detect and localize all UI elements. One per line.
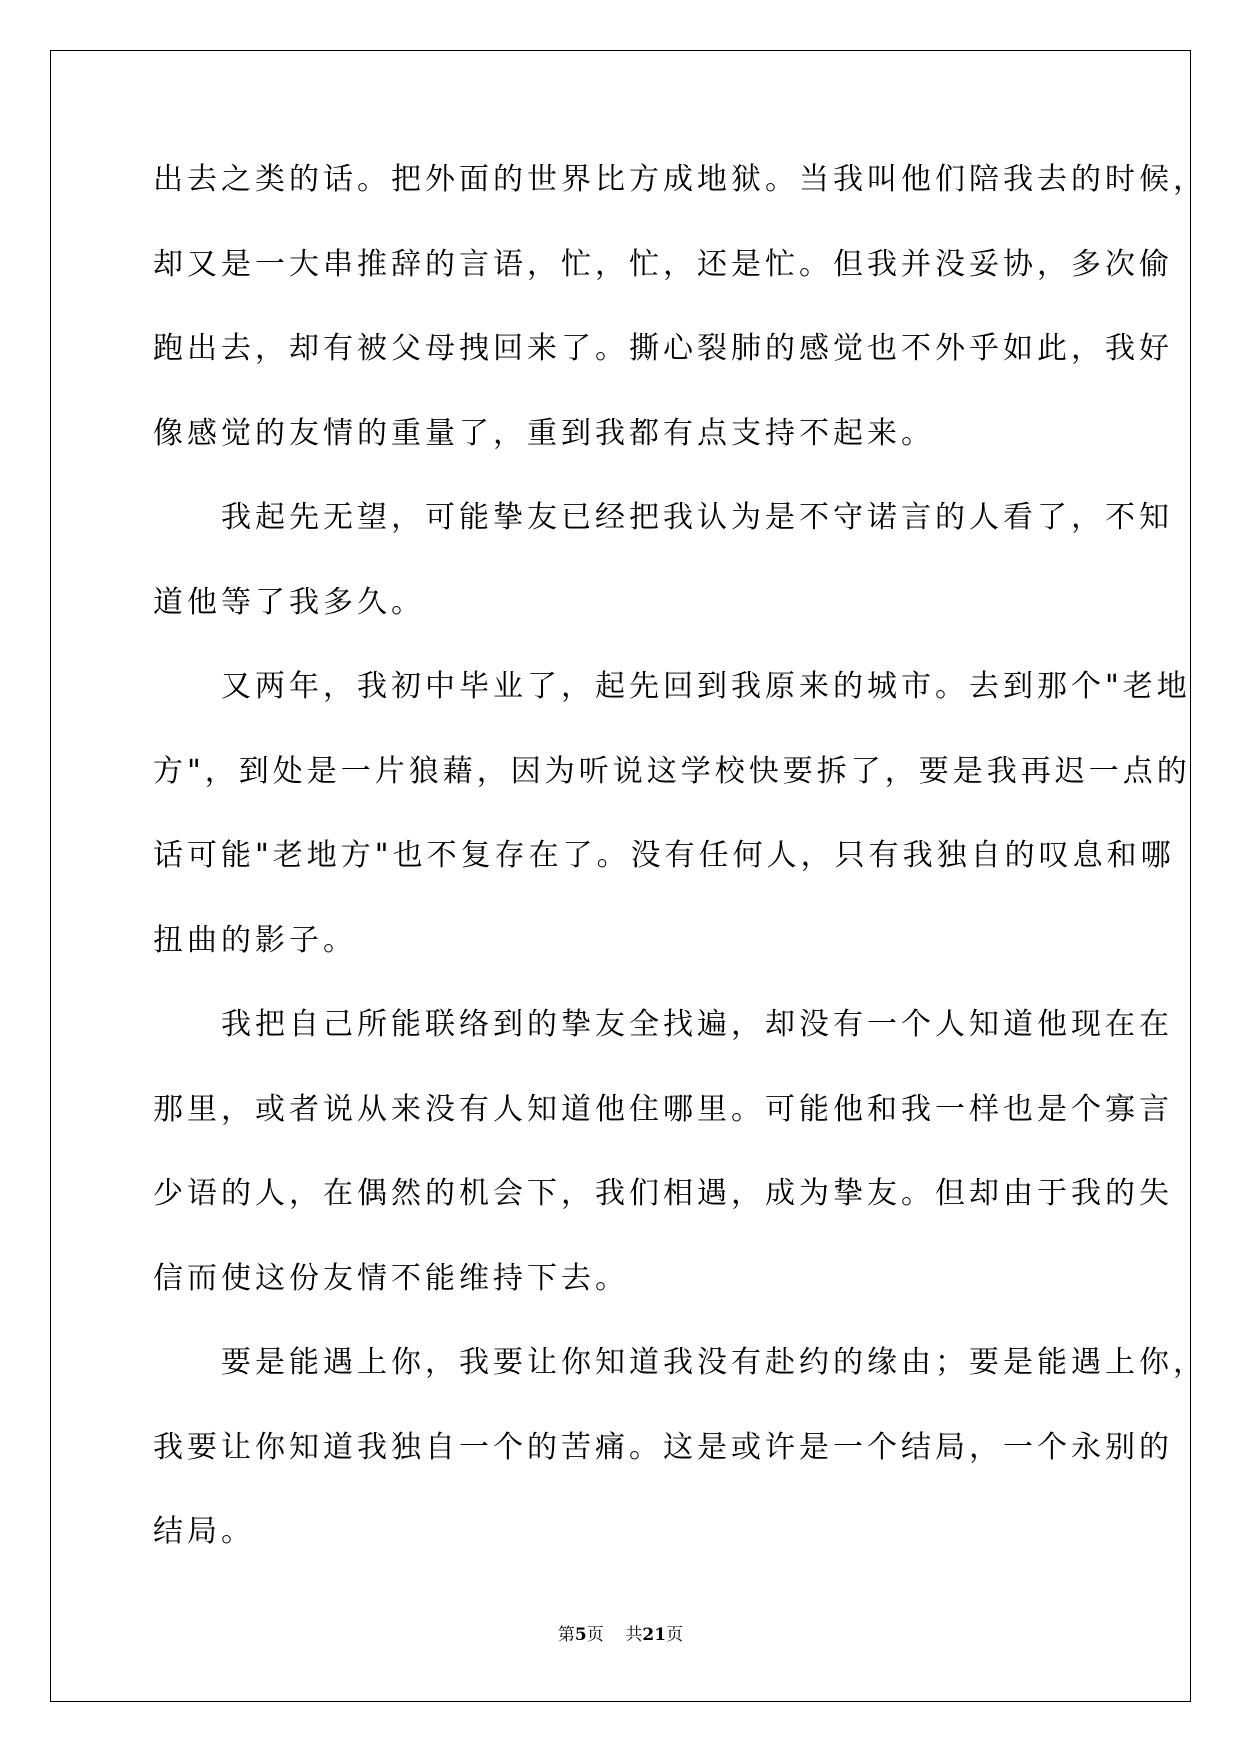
text-line: 信而使这份友情不能维持下去。 bbox=[153, 1260, 629, 1296]
paragraph bbox=[153, 667, 1191, 1005]
text-line: 道他等了我多久。 bbox=[153, 584, 425, 620]
text-line: 却又是一大串推辞的言语，忙，忙，还是忙。但我并没妥协，多次偷 bbox=[153, 246, 1173, 282]
paragraph bbox=[153, 1343, 1207, 1597]
text-line: 方"，到处是一片狼藉，因为听说这学校快要拆了，要是我再迟一点的 bbox=[153, 753, 1191, 789]
document-body bbox=[153, 160, 1207, 1597]
text-line: 又两年，我初中毕业了，起先回到我原来的城市。去到那个"老地 bbox=[221, 669, 1191, 704]
footer-page-prefix: 第 bbox=[557, 1625, 575, 1645]
text-line: 出去之类的话。把外面的世界比方成地狱。当我叫他们陪我去的时候， bbox=[153, 162, 1207, 197]
paragraph bbox=[153, 1005, 1173, 1343]
text-line: 我起先无望，可能挚友已经把我认为是不守诺言的人看了，不知 bbox=[221, 500, 1173, 535]
text-line: 我把自己所能联络到的挚友全找遍，却没有一个人知道他现在在 bbox=[221, 1007, 1173, 1042]
text-line: 扭曲的影子。 bbox=[153, 922, 357, 958]
footer-page-suffix: 页 bbox=[586, 1625, 604, 1645]
footer-page-current: 5 bbox=[574, 1625, 587, 1645]
text-line: 结局。 bbox=[153, 1514, 255, 1549]
text-line: 要是能遇上你，我要让你知道我没有赴约的缘由；要是能遇上你， bbox=[221, 1345, 1207, 1380]
text-line: 话可能"老地方"也不复存在了。没有任何人，只有我独自的叹息和哪 bbox=[153, 838, 1175, 873]
footer-total-suffix: 页 bbox=[666, 1625, 684, 1645]
paragraph bbox=[153, 160, 1207, 498]
footer-page-total: 21 bbox=[642, 1625, 667, 1645]
text-line: 跑出去，却有被父母拽回来了。撕心裂肺的感觉也不外乎如此，我好 bbox=[153, 331, 1173, 366]
footer-total-prefix: 共 bbox=[625, 1625, 643, 1645]
text-line: 少语的人，在偶然的机会下，我们相遇，成为挚友。但却由于我的失 bbox=[153, 1176, 1173, 1211]
text-line: 我要让你知道我独自一个的苦痛。这是或许是一个结局，一个永别的 bbox=[153, 1429, 1173, 1465]
page-footer bbox=[0, 1625, 1241, 1645]
text-line: 像感觉的友情的重量了，重到我都有点支持不起来。 bbox=[153, 415, 935, 451]
paragraph bbox=[153, 498, 1173, 667]
text-line: 那里，或者说从来没有人知道他住哪里。可能他和我一样也是个寡言 bbox=[153, 1091, 1173, 1127]
